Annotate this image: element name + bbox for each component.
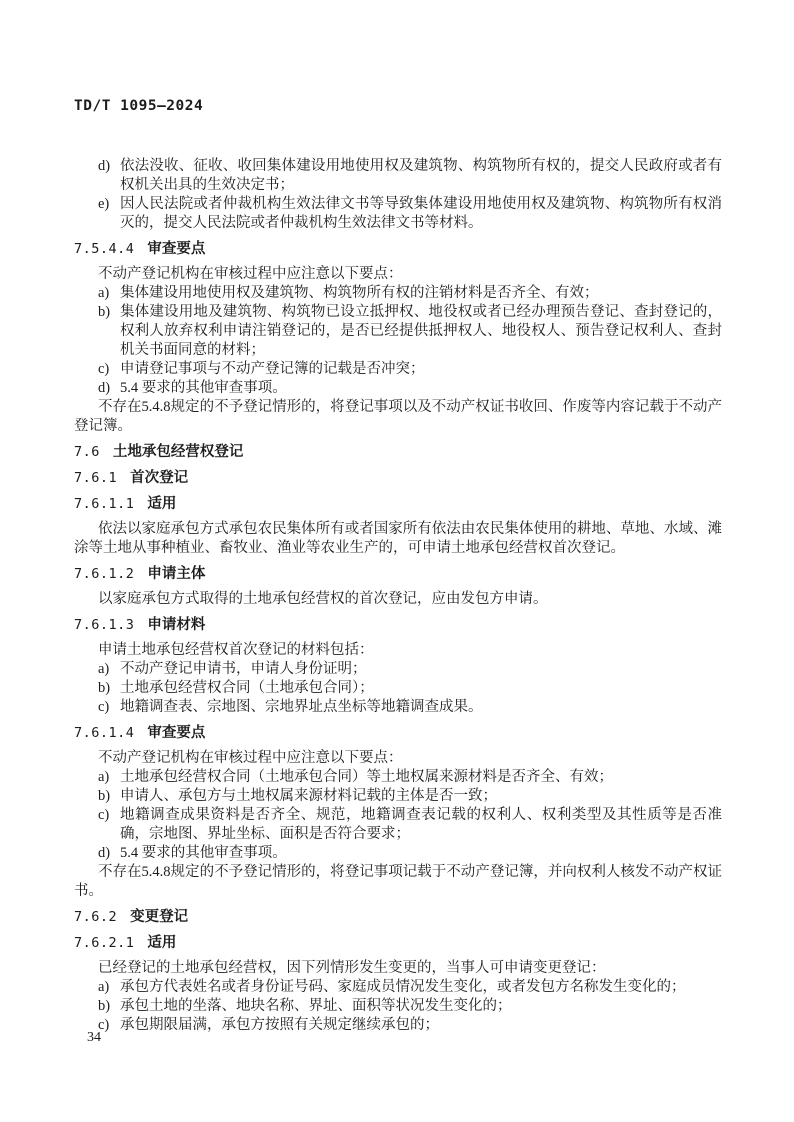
paragraph-intro: 不动产登记机构在审核过程中应注意以下要点：	[98, 750, 403, 766]
list-item-label: c)	[98, 1017, 110, 1033]
list-item	[74, 698, 722, 717]
ordered-list	[74, 660, 722, 717]
heading-7-5-4-4	[74, 239, 722, 259]
heading-title: 申请材料	[147, 617, 206, 633]
list-item	[74, 284, 722, 303]
paragraph-intro: 已经登记的土地承包经营权，因下列情形发生变更的，当事人可申请变更登记：	[98, 960, 606, 976]
heading-title: 审查要点	[147, 241, 206, 257]
page-content	[74, 157, 722, 1035]
list-item-text: 申请登记事项与不动产登记簿的记载是否冲突；	[120, 361, 425, 377]
heading-7-6-2	[74, 907, 722, 927]
ordered-list	[74, 768, 722, 863]
list-item-text: 集体建设用地及建筑物、构筑物已设立抵押权、地役权或者已经办理预告登记、查封登记的，权利人放弃权利申请注销登记的，是否已经提供抵押权人、地役权人、预告登记权利人、查封机关书面同意的材料；	[120, 304, 722, 358]
list-item-text: 5.4 要求的其他审查事项。	[120, 380, 287, 396]
heading-title: 申请主体	[147, 566, 206, 582]
heading-number: 7.6	[74, 444, 100, 460]
list-item-label: b)	[98, 304, 111, 320]
heading-7-6-1-1	[74, 494, 722, 514]
list-item	[74, 787, 722, 806]
list-item-text: 集体建设用地使用权及建筑物、构筑物所有权的注销材料是否齐全、有效；	[120, 285, 599, 301]
ordered-list	[74, 978, 722, 1035]
list-item-label: d)	[98, 380, 111, 396]
paragraph-closing: 不存在5.4.8规定的不予登记情形的，将登记事项以及不动产权证书收回、作废等内容记载于不动产登记簿。	[74, 399, 722, 434]
list-item-label: d)	[98, 158, 111, 174]
list-item	[74, 997, 722, 1016]
list-item	[74, 157, 722, 195]
ordered-list	[74, 284, 722, 398]
list-item-text: 承包期限届满，承包方按照有关规定继续承包的；	[120, 1017, 439, 1033]
list-item-label: a)	[98, 979, 110, 995]
list-item	[74, 768, 722, 787]
list-item-label: a)	[98, 769, 110, 785]
list-item-text: 不动产登记申请书，申请人身份证明；	[120, 661, 367, 677]
list-item-text: 地籍调查表、宗地图、宗地界址点坐标等地籍调查成果。	[120, 699, 483, 715]
paragraph-body: 以家庭承包方式取得的土地承包经营权的首次登记，应由发包方申请。	[98, 591, 548, 607]
list-item	[74, 360, 722, 379]
paragraph-body: 依法以家庭承包方式承包农民集体所有或者国家所有依法由农民集体使用的耕地、草地、水域、滩涂等土地从事种植业、畜牧业、渔业等农业生产的，可申请土地承包经营权首次登记。	[74, 521, 722, 556]
list-item	[74, 978, 722, 997]
list-item-text: 承包方代表姓名或者身份证号码、家庭成员情况发生变化，或者发包方名称发生变化的；	[120, 979, 686, 995]
list-item-text: 土地承包经营权合同（土地承包合同）等土地权属来源材料是否齐全、有效；	[120, 769, 613, 785]
heading-7-6-1	[74, 468, 722, 488]
continued-list	[74, 157, 722, 233]
heading-number: 7.6.1	[74, 470, 118, 486]
heading-number: 7.5.4.4	[74, 241, 135, 257]
list-item-label: b)	[98, 998, 111, 1014]
list-item-label: d)	[98, 845, 111, 861]
list-item-label: b)	[98, 788, 111, 804]
heading-title: 首次登记	[130, 470, 189, 486]
heading-number: 7.6.1.3	[74, 617, 135, 633]
list-item	[74, 660, 722, 679]
list-item-text: 因人民法院或者仲裁机构生效法律文书等导致集体建设用地使用权及建筑物、构筑物所有权消灭的，提交人民法院或者仲裁机构生效法律文书等材料。	[120, 196, 722, 231]
heading-7-6	[74, 442, 722, 462]
list-item-label: b)	[98, 680, 111, 696]
heading-title: 土地承包经营权登记	[112, 444, 244, 460]
doc-code-header: TD/T 1095—2024	[74, 98, 204, 114]
list-item	[74, 1016, 722, 1035]
list-item-label: a)	[98, 285, 110, 301]
list-item-label: c)	[98, 807, 110, 823]
list-item-label: a)	[98, 661, 110, 677]
list-item	[74, 195, 722, 233]
heading-number: 7.6.1.4	[74, 725, 135, 741]
list-item-text: 依法没收、征收、收回集体建设用地使用权及建筑物、构筑物所有权的，提交人民政府或者有权机关出具的生效决定书；	[120, 158, 722, 193]
heading-title: 适用	[147, 496, 177, 512]
heading-7-6-2-1	[74, 933, 722, 953]
list-item-label: c)	[98, 699, 110, 715]
list-item	[74, 379, 722, 398]
list-item	[74, 679, 722, 698]
paragraph-closing: 不存在5.4.8规定的不予登记情形的，将登记事项记载于不动产登记簿，并向权利人核发不动产权证书。	[74, 864, 722, 899]
heading-title: 变更登记	[130, 909, 189, 925]
list-item-label: e)	[98, 196, 110, 212]
list-item-label: c)	[98, 361, 110, 377]
heading-number: 7.6.1.2	[74, 566, 135, 582]
heading-7-6-1-4	[74, 723, 722, 743]
paragraph-intro: 申请土地承包经营权首次登记的材料包括：	[98, 642, 374, 658]
heading-7-6-1-2	[74, 564, 722, 584]
heading-number: 7.6.2	[74, 909, 118, 925]
heading-title: 适用	[147, 935, 177, 951]
page-number: 34	[87, 1030, 101, 1045]
heading-number: 7.6.2.1	[74, 935, 135, 951]
list-item	[74, 303, 722, 360]
heading-title: 审查要点	[147, 725, 206, 741]
list-item-text: 申请人、承包方与土地权属来源材料记载的主体是否一致；	[120, 788, 497, 804]
list-item-text: 5.4 要求的其他审查事项。	[120, 845, 287, 861]
paragraph-intro: 不动产登记机构在审核过程中应注意以下要点：	[98, 266, 403, 282]
list-item-text: 土地承包经营权合同（土地承包合同）；	[120, 680, 374, 696]
list-item-text: 地籍调查成果资料是否齐全、规范，地籍调查表记载的权利人、权利类型及其性质等是否准确，宗地图、界址坐标、面积是否符合要求；	[120, 807, 722, 842]
list-item-text: 承包土地的坐落、地块名称、界址、面积等状况发生变化的；	[120, 998, 512, 1014]
heading-number: 7.6.1.1	[74, 496, 135, 512]
list-item	[74, 806, 722, 844]
list-item	[74, 844, 722, 863]
heading-7-6-1-3	[74, 615, 722, 635]
